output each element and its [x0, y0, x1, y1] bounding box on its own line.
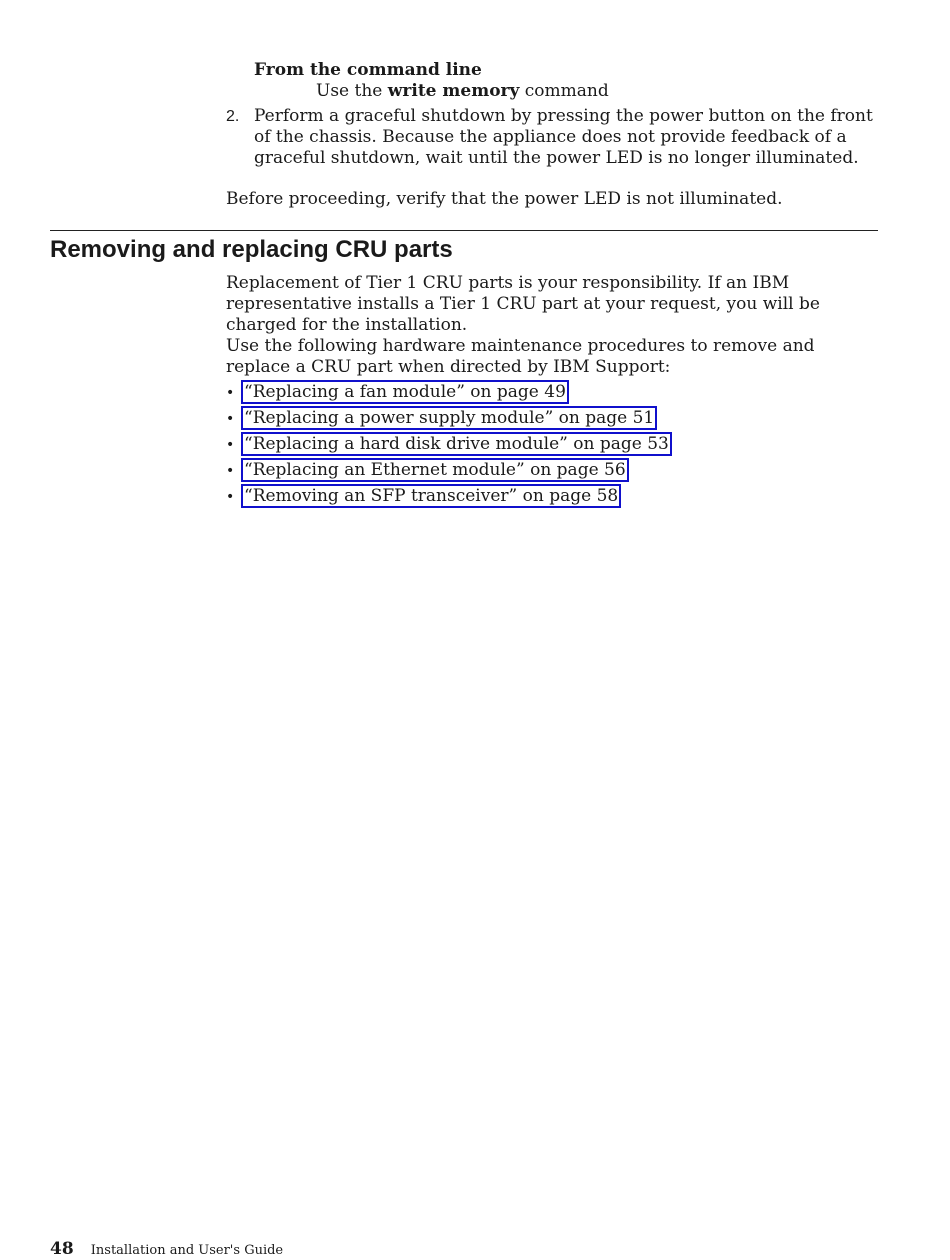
- guide-title: Installation and User's Guide: [90, 1243, 284, 1258]
- bullet: •: [226, 437, 235, 453]
- link-power-supply-module[interactable]: “Replacing a power supply module” on page 51: [241, 406, 657, 430]
- command-line-usage: [316, 81, 609, 102]
- bullet: •: [226, 411, 235, 427]
- usage-prefix: Use the: [316, 81, 383, 101]
- step-number: 2.: [226, 108, 240, 125]
- bullet: •: [226, 385, 235, 401]
- link-hard-disk-drive-module[interactable]: “Replacing a hard disk drive module” on page 53: [241, 432, 672, 456]
- usage-suffix: command: [524, 81, 609, 101]
- step-text: Perform a graceful shutdown by pressing the power button on the front of the chassis. Because the appliance does not provide feedback of a graceful shutdown, wait until the power LED is no longer illuminated.: [254, 106, 873, 168]
- page-footer: [50, 1239, 283, 1259]
- link-sfp-transceiver[interactable]: “Removing an SFP transceiver” on page 58: [241, 484, 621, 508]
- page-number: 48: [50, 1239, 74, 1259]
- bullet: •: [226, 489, 235, 505]
- link-fan-module[interactable]: “Replacing a fan module” on page 49: [241, 380, 569, 404]
- intro-paragraph-1: Replacement of Tier 1 CRU parts is your responsibility. If an IBM representative installs a Tier 1 CRU part at your request, you will be charged for the installation.: [226, 273, 820, 335]
- usage-command: write memory: [387, 81, 520, 101]
- intro-paragraph-2: Use the following hardware maintenance procedures to remove and replace a CRU part when directed by IBM Support:: [226, 336, 815, 377]
- verify-paragraph: Before proceeding, verify that the power LED is not illuminated.: [226, 189, 783, 209]
- link-ethernet-module[interactable]: “Replacing an Ethernet module” on page 56: [241, 458, 629, 482]
- section-divider: [50, 230, 878, 231]
- step-2: [226, 106, 876, 169]
- section-title: Removing and replacing CRU parts: [50, 236, 453, 263]
- bullet: •: [226, 463, 235, 479]
- command-line-heading: From the command line: [254, 60, 482, 80]
